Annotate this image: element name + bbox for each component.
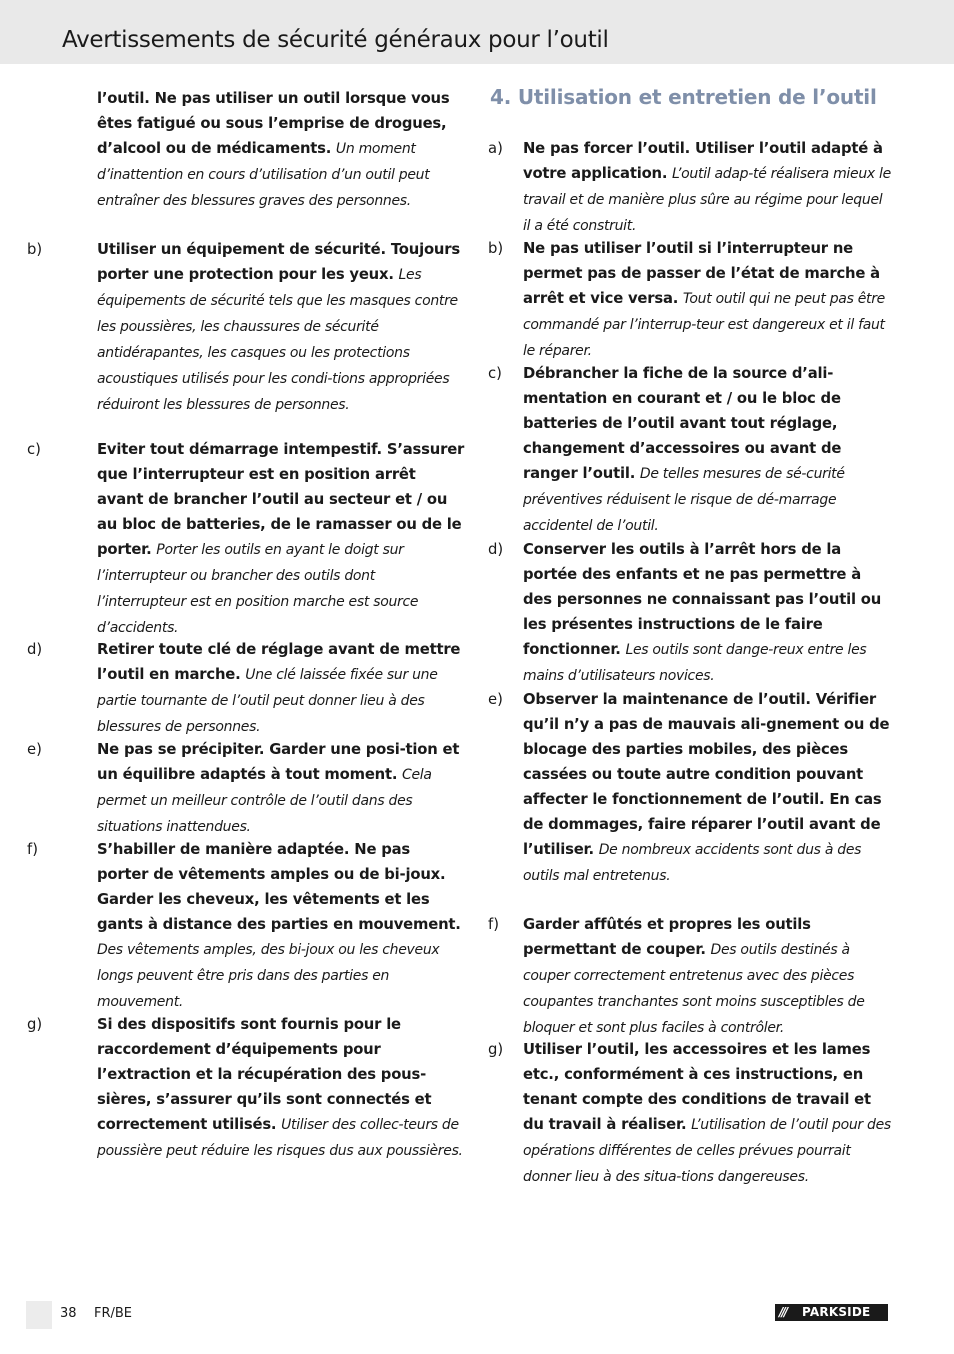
item-bold: Ne pas forcer l’outil. Utiliser l’outil adapté à votre application. <box>523 140 883 182</box>
item-bold: Utiliser un équipement de sécurité. Toujours porter une protection pour les yeux. <box>97 241 460 283</box>
item-italic: Une clé laissée fixée sur une partie tournante de l’outil peut donner lieu à des blessures de personnes. <box>97 667 438 735</box>
parkside-logo <box>775 1304 888 1321</box>
item-italic: Les outils sont dange-reux entre les mains d’utilisateurs novices. <box>523 642 867 684</box>
item-letter: d) <box>27 641 43 658</box>
logo-text: PARKSIDE <box>802 1305 871 1319</box>
item-italic: L’utilisation de l’outil pour des opérations différentes de celles prévues pourrait donner lieu à des situa-tions dangereuses. <box>523 1117 891 1185</box>
list-item-g <box>27 1012 466 1164</box>
item-bold: Eviter tout démarrage intempestif. S’assurer que l’interrupteur est en position arrêt avant de brancher l’outil au secteur et / ou au bloc de batteries, de le ramasser ou de le porter. <box>97 441 465 558</box>
list-item-g <box>488 1037 892 1190</box>
list-item-c <box>488 361 892 539</box>
item-bold: Ne pas se précipiter. Garder une posi-tion et un équilibre adaptés à tout moment. <box>97 741 460 783</box>
item-bold: Ne pas utiliser l’outil si l’interrupteur ne permet pas de passer de l’état de marche à arrêt et vice versa. <box>523 240 880 307</box>
item-bold: Conserver les outils à l’arrêt hors de la portée des enfants et ne pas permettre à des personnes ne connaissant pas l’outil ou les présentes instructions de le faire fonctionner. <box>523 541 882 658</box>
logo-slashes: /// <box>779 1305 787 1319</box>
item-italic: Les équipements de sécurité tels que les masques contre les poussières, les chaussures de sécurité antidérapantes, les casques ou les protections acoustiques utilisés pour les condi-tions appropriées réduiront les blessures de personnes. <box>97 267 458 413</box>
list-item-d <box>488 537 892 689</box>
item-letter: b) <box>27 241 43 258</box>
item-bold: S’habiller de manière adaptée. Ne pas porter de vêtements amples ou de bi-joux. Garder les cheveux, les vêtements et les gants à distance des parties en mouvement. <box>97 841 461 933</box>
item-letter: a) <box>488 140 503 157</box>
list-item-b <box>488 236 892 364</box>
item-letter: b) <box>488 240 504 257</box>
page-number: 38 <box>60 1306 77 1321</box>
item-italic: Porter les outils en ayant le doigt sur l’interrupteur ou brancher des outils dont l’interrupteur est en position marche est source d’accidents. <box>97 542 419 636</box>
item-italic: De telles mesures de sé-curité préventives réduisent le risque de dé-marrage accidentel de l’outil. <box>523 466 845 534</box>
intro-italic: Un moment d’inattention en cours d’utilisation d’un outil peut entraîner des blessures graves des personnes. <box>97 141 430 209</box>
intro-paragraph <box>62 86 466 214</box>
item-letter: e) <box>488 691 503 708</box>
list-item-d <box>27 637 466 740</box>
item-bold: Utiliser l’outil, les accessoires et les lames etc., conformément à ces instructions, en tenant compte des conditions de travail et du travail à réaliser. <box>523 1041 871 1133</box>
section-heading: 4. Utilisation et entretien de l’outil <box>490 85 877 109</box>
page-header <box>0 0 954 64</box>
item-italic: Utiliser des collec-teurs de poussière peut réduire les risques dus aux poussières. <box>97 1117 463 1159</box>
item-letter: g) <box>488 1041 504 1058</box>
item-italic: Tout outil qui ne peut pas être commandé par l’interrup-teur est dangereux et il faut le réparer. <box>523 291 885 359</box>
intro-bold: l’outil. Ne pas utiliser un outil lorsque vous êtes fatigué ou sous l’emprise de drogues, d’alcool ou de médicaments. <box>97 90 450 157</box>
item-bold: Retirer toute clé de réglage avant de mettre l’outil en marche. <box>97 641 461 683</box>
item-italic: Des outils destinés à couper correctement entretenus avec des pièces coupantes tranchantes sont moins susceptibles de bloquer et sont plus faciles à contrôler. <box>523 942 865 1036</box>
list-item-f <box>27 837 466 1015</box>
list-item-e <box>488 687 892 889</box>
page-title: Avertissements de sécurité généraux pour l’outil <box>62 27 609 53</box>
item-bold: Si des dispositifs sont fournis pour le raccordement d’équipements pour l’extraction et la récupération des pous-sières, s’assurer qu’ils sont connectés et correctement utilisés. <box>97 1016 432 1133</box>
item-italic: Des vêtements amples, des bi-joux ou les cheveux longs peuvent être pris dans des parties en mouvement. <box>97 942 440 1010</box>
item-letter: g) <box>27 1016 43 1033</box>
item-bold: Observer la maintenance de l’outil. Vérifier qu’il n’y a pas de mauvais ali-gnement ou de blocage des parties mobiles, des pièces cassées ou toute autre condition pouvant affecter le fonctionnement de l’outil. En cas de dommages, faire réparer l’outil avant de l’utiliser. <box>523 691 890 858</box>
list-item-f <box>488 912 892 1041</box>
item-letter: e) <box>27 741 42 758</box>
list-item-a <box>488 136 892 239</box>
list-item-b <box>27 237 466 418</box>
list-item-c <box>27 437 466 641</box>
item-letter: d) <box>488 541 504 558</box>
item-italic: L’outil adap-té réalisera mieux le travail et de manière plus sûre au régime pour lequel il a été construit. <box>523 166 891 234</box>
item-letter: f) <box>488 916 499 933</box>
item-italic: De nombreux accidents sont dus à des outils mal entretenus. <box>523 842 862 884</box>
item-italic: Cela permet un meilleur contrôle de l’outil dans des situations inattendues. <box>97 767 432 835</box>
item-letter: c) <box>488 365 502 382</box>
item-bold: Garder affûtés et propres les outils permettant de couper. <box>523 916 811 958</box>
list-item-e <box>27 737 466 840</box>
item-bold: Débrancher la fiche de la source d’ali-mentation en courant et / ou le bloc de batteries de l’outil avant tout réglage, changement d’accessoires ou avant de ranger l’outil. <box>523 365 842 482</box>
item-letter: f) <box>27 841 38 858</box>
footer-marker <box>26 1301 52 1329</box>
item-letter: c) <box>27 441 41 458</box>
language-code: FR/BE <box>94 1306 133 1321</box>
